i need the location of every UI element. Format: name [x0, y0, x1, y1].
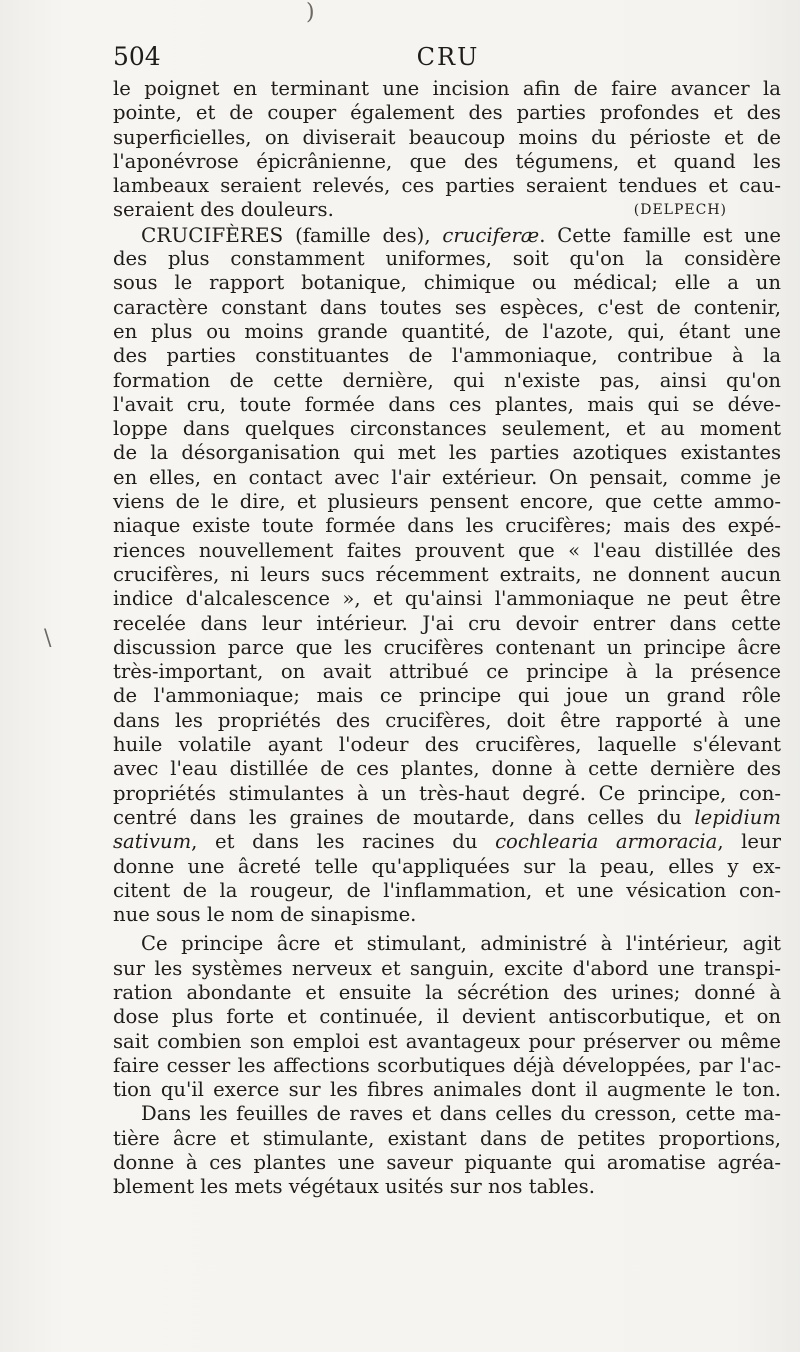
- latin-plant-name: lepidium: [694, 805, 782, 829]
- running-head: CRU: [416, 43, 480, 71]
- text-line: propriétés stimulantes à un très-haut degré. Ce principe, con-: [113, 781, 781, 805]
- text-line: discussion parce que les crucifères contenant un principe âcre: [113, 635, 781, 659]
- text-line: niaque existe toute formée dans les crucifères; mais des expé-: [113, 514, 781, 538]
- entry-headword: CRUCIFÈRES: [141, 222, 284, 247]
- margin-pencil-mark: \: [44, 626, 52, 651]
- page-header: [113, 40, 783, 74]
- text-line: donne à ces plantes une saveur piquante qui aromatise agréa-: [113, 1151, 781, 1175]
- page-number: 504: [113, 42, 161, 71]
- text-line: caractère constant dans toutes ses espèces, c'est de contenir,: [113, 295, 781, 319]
- text-fragment: centré dans les graines de moutarde, dans celles du: [113, 805, 682, 829]
- text-line: superficielles, on diviserait beaucoup moins du périoste et de: [113, 125, 781, 149]
- text-line: des parties constituantes de l'ammoniaque, contribue à la: [113, 344, 781, 368]
- text-line: ration abondante et ensuite la sécrétion des urines; donné à: [113, 980, 781, 1004]
- entry-first-line: [113, 223, 781, 247]
- text-line: dose plus forte et continuée, il devient antiscorbutique, et on: [113, 1005, 781, 1029]
- text-line-with-latin: [113, 830, 781, 854]
- text-line: nue sous le nom de sinapisme.: [113, 903, 417, 927]
- text-line: faire cesser les affections scorbutiques déjà développées, par l'ac-: [113, 1053, 781, 1077]
- text-line: dans les propriétés des crucifères, doit être rapporté à une: [113, 708, 781, 732]
- text-fragment: , et dans les racines du: [191, 830, 496, 854]
- text-line: crucifères, ni leurs sucs récemment extraits, ne donnent aucun: [113, 562, 781, 586]
- text-line: avec l'eau distillée de ces plantes, donne à cette dernière des: [113, 757, 781, 781]
- text-line: en plus ou moins grande quantité, de l'azote, qui, étant une: [113, 319, 781, 343]
- text-fragment: . Cette famille est une: [539, 223, 781, 247]
- text-line: pointe, et de couper également des parties profondes et des: [113, 101, 781, 125]
- text-line: tière âcre et stimulante, existant dans de petites proportions,: [113, 1126, 781, 1150]
- text-line: sur les systèmes nerveux et sanguin, excite d'abord une transpi-: [113, 956, 781, 980]
- text-line: tion qu'il exerce sur les fibres animales dont il augmente le ton.: [113, 1078, 781, 1102]
- text-fragment: , leur: [717, 830, 782, 854]
- text-line: l'aponévrose épicrânienne, que des tégumens, et quand les: [113, 149, 781, 173]
- text-line: sous le rapport botanique, chimique ou médical; elle a un: [113, 271, 781, 295]
- text-line: viens de le dire, et plusieurs pensent encore, que cette ammo-: [113, 490, 781, 514]
- family-note: (famille des),: [283, 223, 443, 247]
- text-line: Dans les feuilles de raves et dans celles du cresson, cette ma-: [141, 1102, 781, 1126]
- latin-plant-name: cochlearia armoracia: [495, 830, 718, 854]
- text-line: de l'ammoniaque; mais ce principe qui joue un grand rôle: [113, 684, 781, 708]
- text-line: en elles, en contact avec l'air extérieur. On pensait, comme je: [113, 465, 781, 489]
- latin-family-name: cruciferæ: [442, 223, 540, 247]
- entry-closing-line: [113, 198, 781, 222]
- text-line: loppe dans quelques circonstances seulement, et au moment: [113, 417, 781, 441]
- text-line: des plus constamment uniformes, soit qu'on la considère: [113, 247, 781, 271]
- text-line: le poignet en terminant une incision afin de faire avancer la: [113, 77, 781, 100]
- text-line: riences nouvellement faites prouvent que « l'eau distillée des: [113, 538, 781, 562]
- latin-plant-name: sativum: [113, 830, 192, 854]
- text-line: sait combien son emploi est avantageux pour préserver ou même: [113, 1029, 781, 1053]
- author-signature: (DELPECH): [633, 202, 727, 219]
- text-line: huile volatile ayant l'odeur des crucifères, laquelle s'élevant: [113, 733, 781, 757]
- text-line: l'avait cru, toute formée dans ces plantes, mais qui se déve-: [113, 392, 781, 416]
- text-line: blement les mets végétaux usités sur nos tables.: [113, 1175, 595, 1199]
- text-line: donne une âcreté telle qu'appliquées sur la peau, elles y ex-: [113, 854, 781, 878]
- text-line: Ce principe âcre et stimulant, administré à l'intérieur, agit: [141, 932, 781, 956]
- text-line: recelée dans leur intérieur. J'ai cru devoir entrer dans cette: [113, 611, 781, 635]
- text-line: formation de cette dernière, qui n'existe pas, ainsi qu'on: [113, 368, 781, 392]
- body-text: [113, 77, 781, 1200]
- text-line: de la désorganisation qui met les parties azotiques existantes: [113, 441, 781, 465]
- text-line: indice d'alcalescence », et qu'ainsi l'ammoniaque ne peut être: [113, 587, 781, 611]
- text-line-with-latin: [113, 806, 781, 830]
- margin-stray-mark: ): [306, 0, 315, 25]
- text-line: seraient des douleurs.: [113, 198, 334, 222]
- text-line: citent de la rougeur, de l'inflammation, et une vésication con-: [113, 878, 781, 902]
- text-line: lambeaux seraient relevés, ces parties seraient tendues et cau-: [113, 174, 781, 198]
- text-line: très-important, on avait attribué ce principe à la présence: [113, 660, 781, 684]
